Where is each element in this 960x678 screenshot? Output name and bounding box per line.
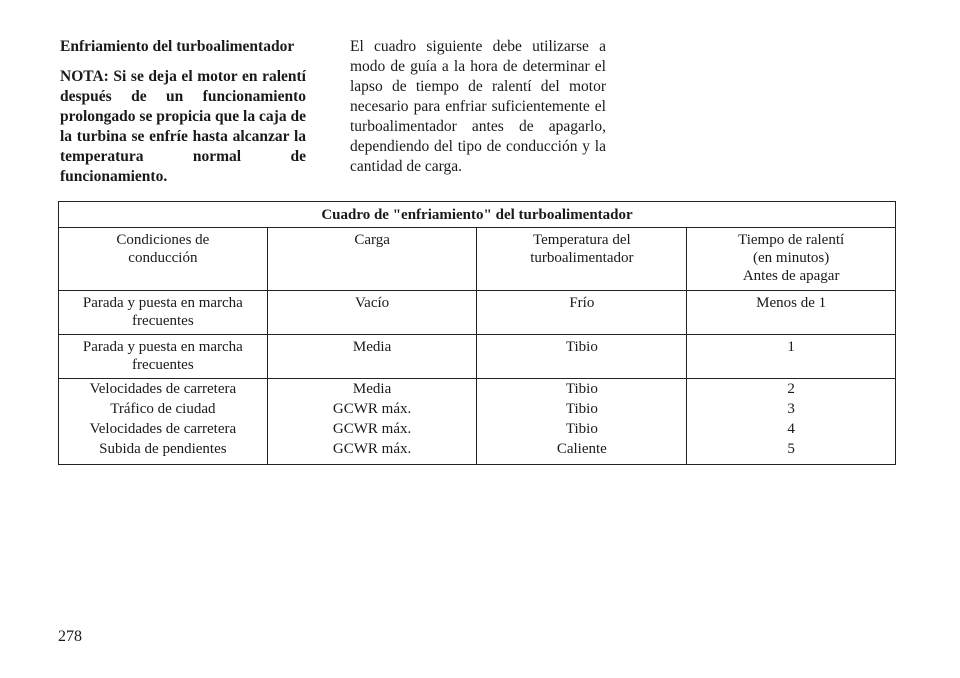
cell-temperature: Tibio: [477, 379, 687, 400]
table-title: Cuadro de "enfriamiento" del turboalimentador: [59, 202, 896, 228]
right-column: [350, 37, 606, 177]
table-title-row: [59, 202, 896, 228]
cell-temperature: Tibio: [477, 419, 687, 439]
cell-load: GCWR máx.: [267, 399, 477, 419]
cell-load: Vacío: [267, 291, 477, 335]
cell-load: Media: [267, 335, 477, 379]
table-row: [59, 419, 896, 439]
header-idle-time: Tiempo de ralentí (en minutos) Antes de apagar: [687, 228, 896, 291]
cell-idle-time: 5: [687, 439, 896, 465]
left-column: [60, 37, 306, 187]
cell-temperature: Frío: [477, 291, 687, 335]
cell-conditions: Parada y puesta en marcha frecuentes: [59, 335, 268, 379]
note-paragraph: NOTA: Si se deja el motor en ralentí después de un funcionamiento prolongado se propicia que la caja de la turbina se enfríe hasta alcanzar la temperatura normal de funcionamiento.: [60, 68, 306, 185]
table-row: [59, 335, 896, 379]
cell-conditions: Subida de pendientes: [59, 439, 268, 465]
cooling-table-container: [58, 201, 896, 465]
header-load: Carga: [267, 228, 477, 291]
page-number: 278: [58, 628, 82, 645]
turbo-cooling-table: [58, 201, 896, 465]
cell-idle-time: 1: [687, 335, 896, 379]
cell-idle-time: 3: [687, 399, 896, 419]
cell-temperature: Tibio: [477, 399, 687, 419]
table-row: [59, 379, 896, 400]
cell-load: GCWR máx.: [267, 419, 477, 439]
cell-temperature: Caliente: [477, 439, 687, 465]
table-row: [59, 291, 896, 335]
table-row: [59, 439, 896, 465]
cell-load: GCWR máx.: [267, 439, 477, 465]
cell-conditions: Parada y puesta en marcha frecuentes: [59, 291, 268, 335]
cell-temperature: Tibio: [477, 335, 687, 379]
table-row: [59, 399, 896, 419]
cell-load: Media: [267, 379, 477, 400]
cell-idle-time: 2: [687, 379, 896, 400]
cell-conditions: Tráfico de ciudad: [59, 399, 268, 419]
section-heading: Enfriamiento del turboalimentador: [60, 38, 295, 55]
header-temperature: Temperatura del turboalimentador: [477, 228, 687, 291]
cell-idle-time: 4: [687, 419, 896, 439]
header-conditions: Condiciones de conducción: [59, 228, 268, 291]
cell-conditions: Velocidades de carretera: [59, 379, 268, 400]
cell-idle-time: Menos de 1: [687, 291, 896, 335]
cell-conditions: Velocidades de carretera: [59, 419, 268, 439]
table-header-row: [59, 228, 896, 291]
intro-paragraph: El cuadro siguiente debe utilizarse a modo de guía a la hora de determinar el lapso de tiempo de ralentí del motor necesario para enfriar suficientemente el turboalimentador antes de apagarlo, dependiendo del tipo de conducción y la cantidad de carga.: [350, 38, 606, 175]
